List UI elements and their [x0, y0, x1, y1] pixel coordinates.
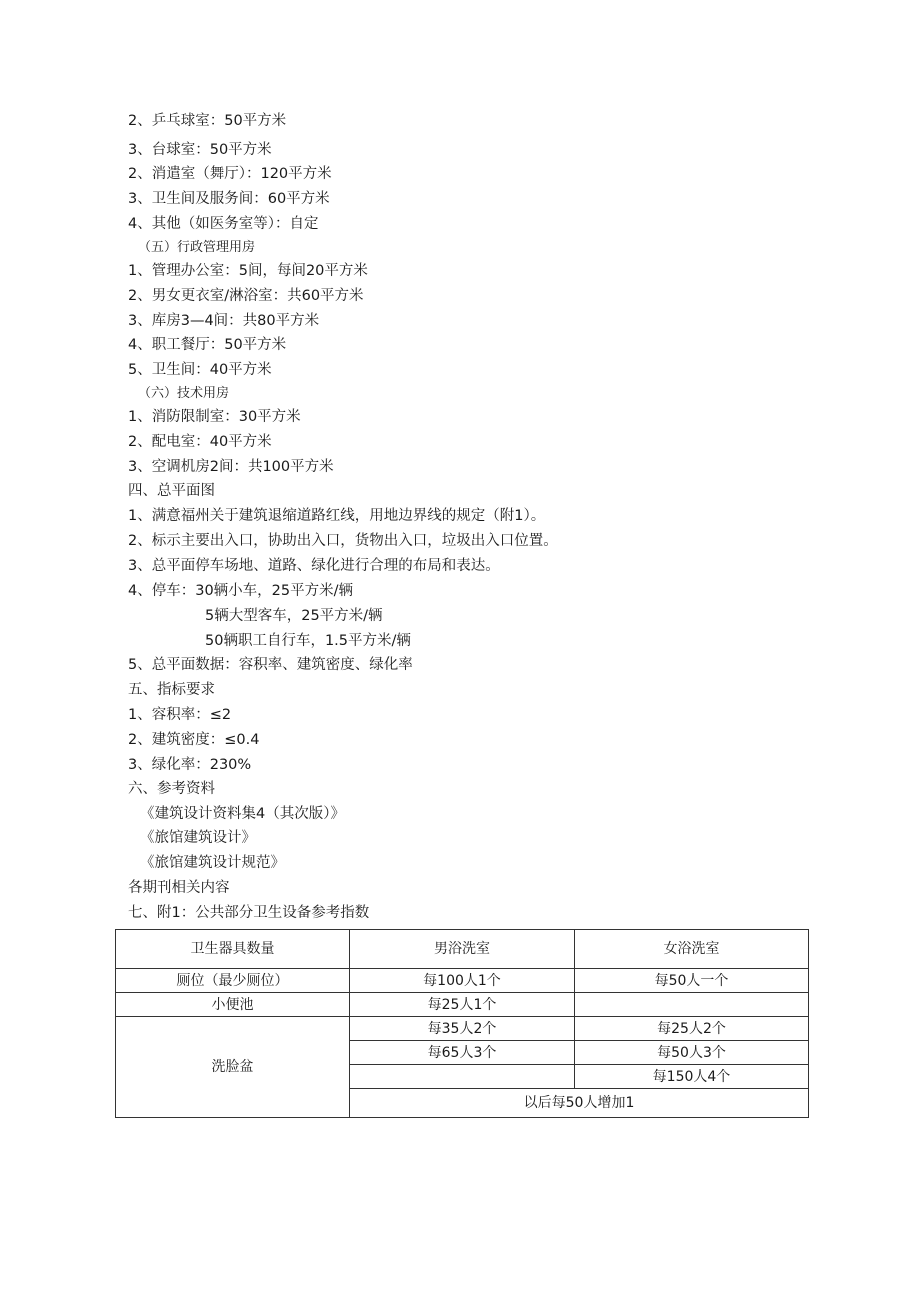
table-cell: 每65人3个 — [350, 1041, 575, 1065]
text-line: 2、标示主要出入口，协助出入口，货物出入口，垃圾出入口位置。 — [128, 533, 558, 549]
text-line: 50辆职工自行车，1.5平方米/辆 — [205, 633, 411, 649]
basin-footer-cell: 以后每50人增加1 — [350, 1089, 809, 1118]
table-cell: 每50人一个 — [575, 969, 809, 993]
table-cell: 每25人2个 — [575, 1017, 809, 1041]
table-cell — [575, 993, 809, 1017]
section-heading: （六）技术用房 — [138, 386, 230, 401]
text-line: 各期刊相关内容 — [128, 880, 230, 896]
toilet-label-cell: 厕位（最少厕位） — [116, 969, 350, 993]
text-line: 1、管理办公室：5间，每间20平方米 — [128, 263, 368, 279]
text-line: 4、职工餐厅：50平方米 — [128, 337, 287, 353]
table-row — [116, 1017, 809, 1041]
table-cell — [350, 1065, 575, 1089]
text-line: 2、配电室：40平方米 — [128, 434, 272, 450]
reference-item: 《旅馆建筑设计》 — [140, 830, 256, 846]
table-header-cell: 卫生器具数量 — [116, 930, 350, 969]
text-line: 1、消防限制室：30平方米 — [128, 409, 301, 425]
section-heading: （五）行政管理用房 — [138, 240, 256, 255]
reference-item: 《旅馆建筑设计规范》 — [140, 855, 285, 871]
sanitary-equipment-table — [115, 929, 809, 1118]
table-header-row — [116, 930, 809, 969]
text-line: 4、其他（如医务室等）：自定 — [128, 216, 319, 232]
reference-item: 《建筑设计资料集4（其次版）》 — [140, 806, 345, 822]
text-line: 5、总平面数据：容积率、建筑密度、绿化率 — [128, 657, 413, 673]
table-header-cell: 女浴洗室 — [575, 930, 809, 969]
table-header-cell: 男浴洗室 — [350, 930, 575, 969]
urinal-label-cell: 小便池 — [116, 993, 350, 1017]
table-cell: 每50人3个 — [575, 1041, 809, 1065]
table-row — [116, 969, 809, 993]
section-heading: 四、总平面图 — [128, 483, 215, 499]
table-row — [116, 993, 809, 1017]
text-line: 3、空调机房2间：共100平方米 — [128, 459, 334, 475]
basin-label-cell: 洗脸盆 — [116, 1017, 350, 1118]
text-line: 2、乒乓球室：50平方米 — [128, 113, 287, 129]
table-cell: 每35人2个 — [350, 1017, 575, 1041]
text-line: 3、台球室：50平方米 — [128, 142, 272, 158]
text-line: 1、满意福州关于建筑退缩道路红线，用地边界线的规定（附1）。 — [128, 508, 546, 524]
section-heading: 五、指标要求 — [128, 682, 215, 698]
table-cell: 每25人1个 — [350, 993, 575, 1017]
text-line: 3、库房3—4间：共80平方米 — [128, 313, 320, 329]
text-line: 1、容积率：≤2 — [128, 707, 232, 723]
text-line: 2、建筑密度：≤0.4 — [128, 732, 260, 748]
text-line: 3、绿化率：230% — [128, 757, 252, 773]
text-line: 3、总平面停车场地、道路、绿化进行合理的布局和表达。 — [128, 558, 500, 574]
text-line: 5、卫生间：40平方米 — [128, 362, 272, 378]
text-line: 4、停车：30辆小车，25平方米/辆 — [128, 583, 354, 599]
table-cell: 每150人4个 — [575, 1065, 809, 1089]
text-line: 2、男女更衣室/淋浴室：共60平方米 — [128, 288, 364, 304]
text-line: 2、消遣室（舞厅）：120平方米 — [128, 166, 332, 182]
section-heading: 七、附1：公共部分卫生设备参考指数 — [128, 905, 370, 921]
table-cell: 每100人1个 — [350, 969, 575, 993]
text-line: 5辆大型客车，25平方米/辆 — [205, 608, 383, 624]
section-heading: 六、参考资料 — [128, 781, 215, 797]
text-line: 3、卫生间及服务间：60平方米 — [128, 191, 330, 207]
